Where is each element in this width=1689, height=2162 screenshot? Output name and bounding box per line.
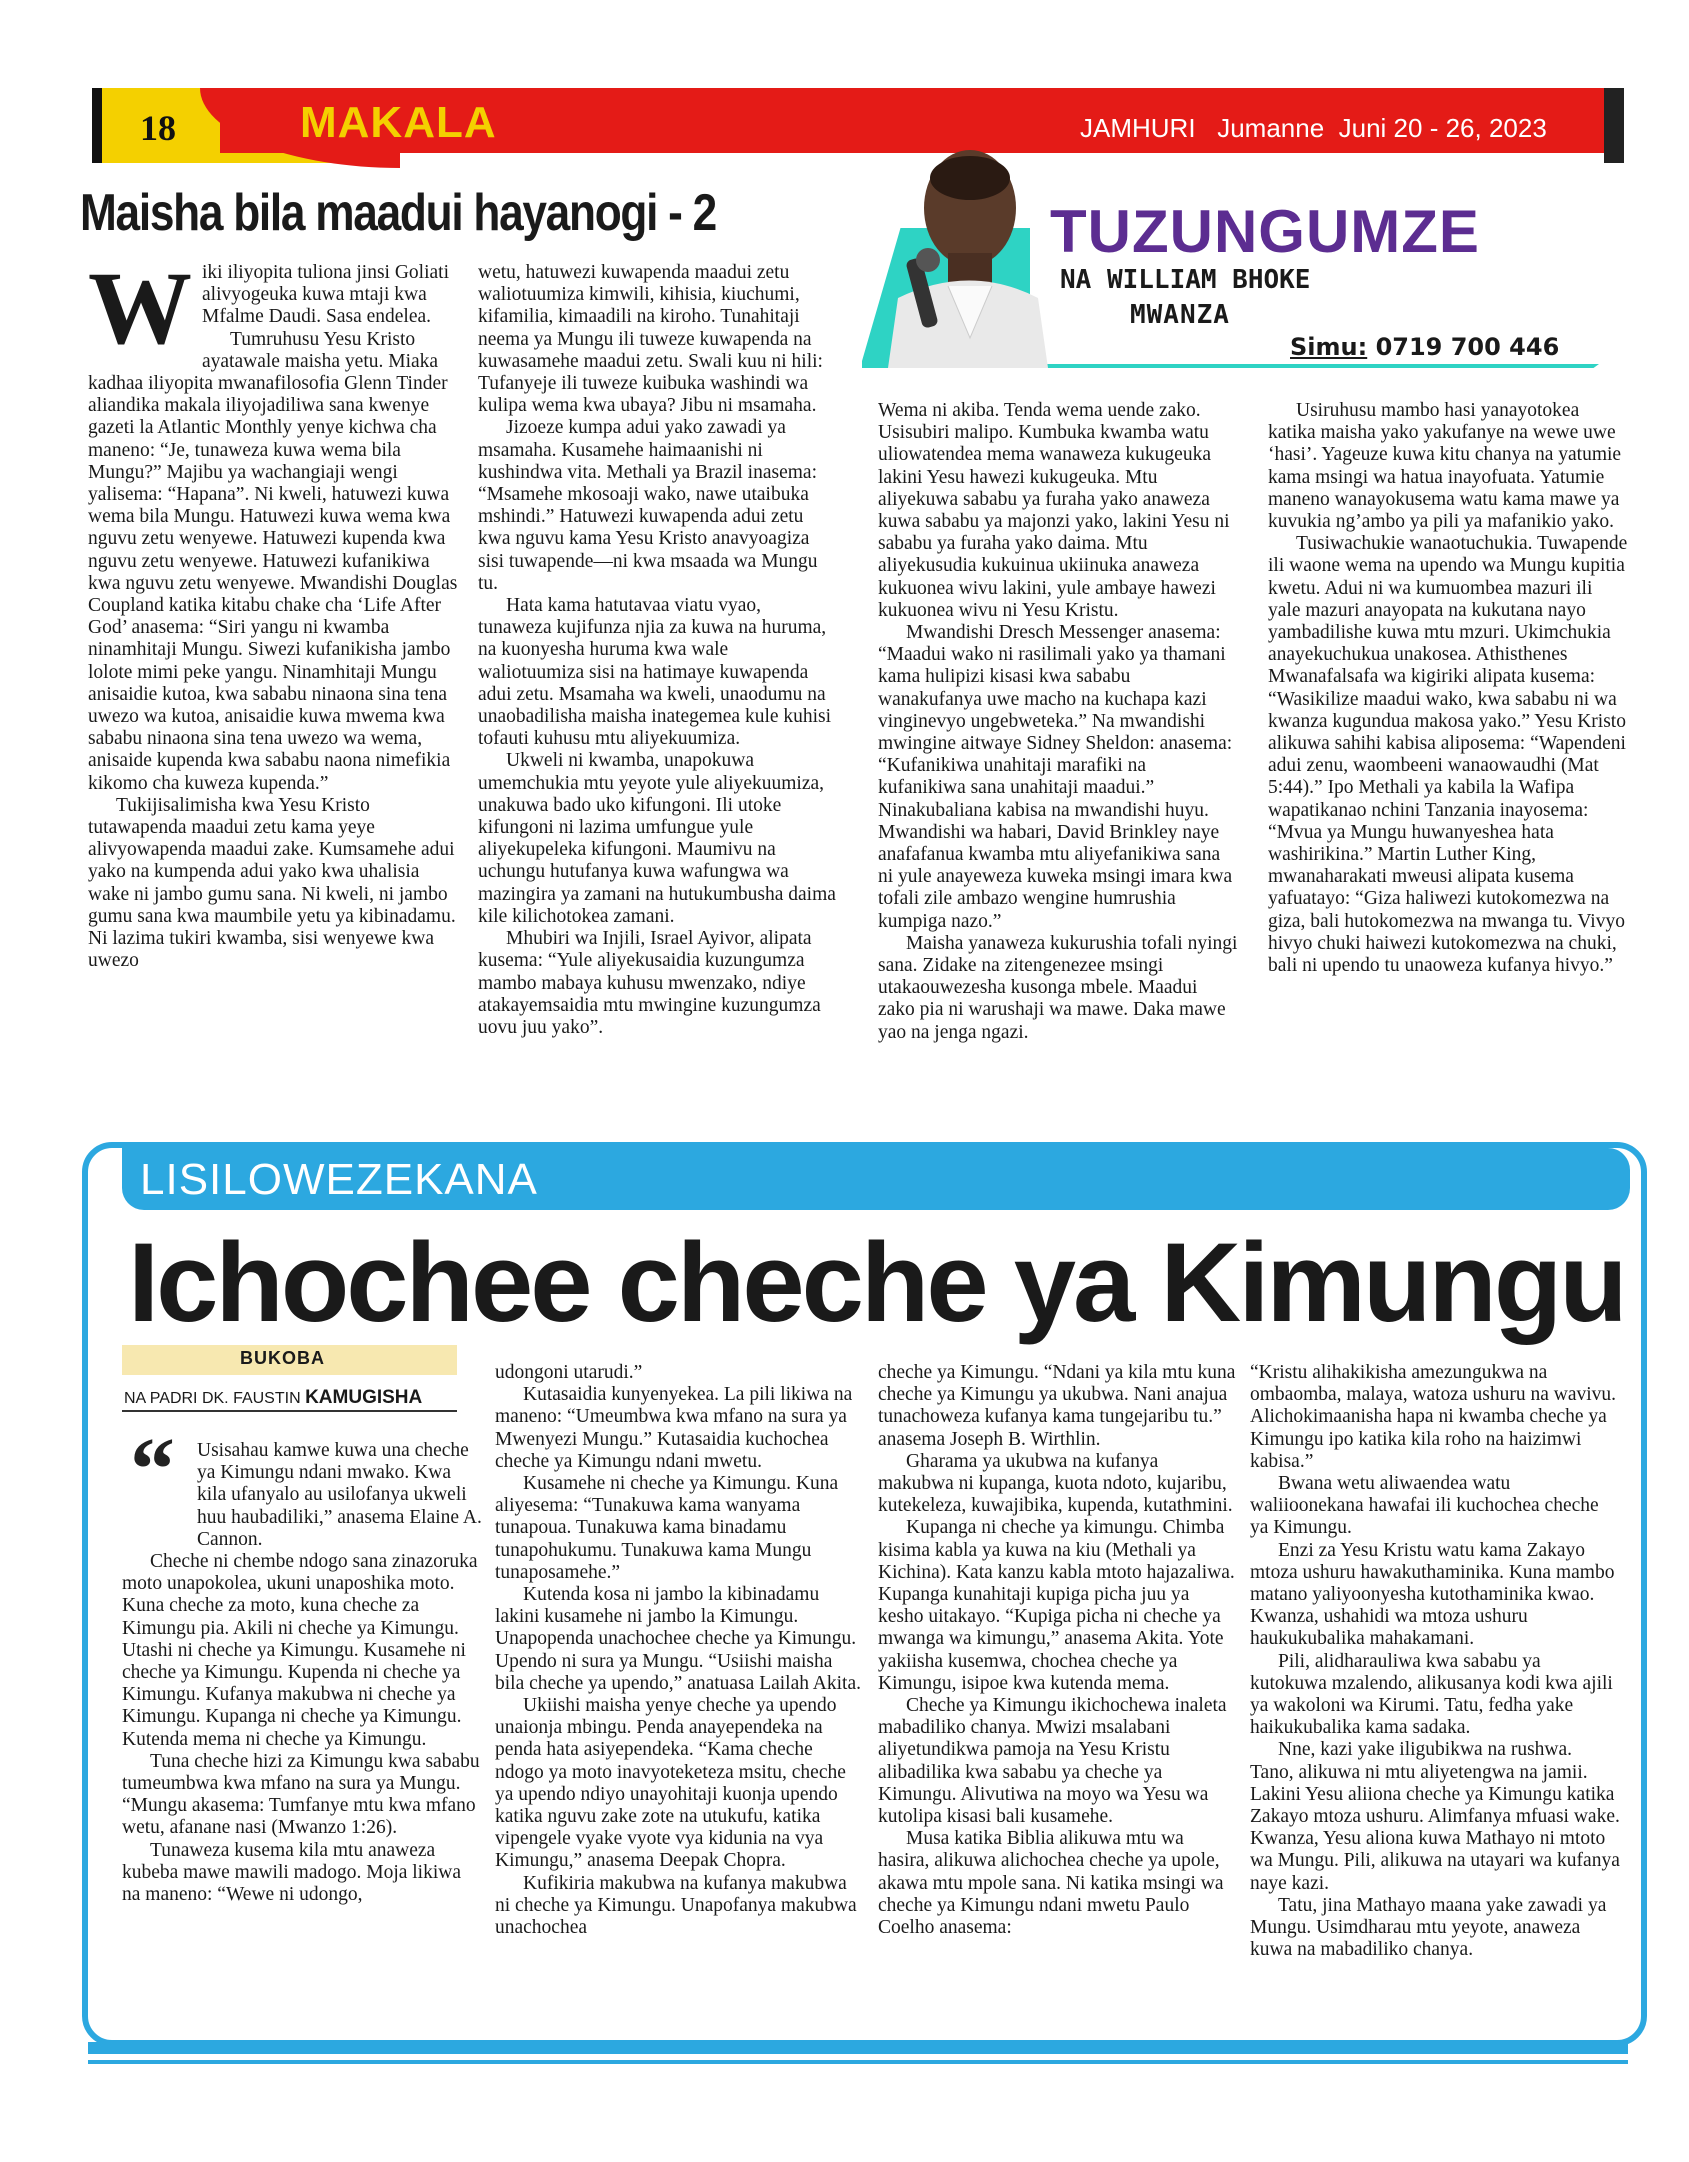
article2-paragraph: Ukiishi maisha yenye cheche ya upendo unaionja mbingu. Penda anayependeka na penda hata asiyependeka. “Kama cheche ndogo ya moto inavyoteketeza msitu, cheche ya upendo ndiyo unayohitaji kuonja upendo katika nguvu zake zote na utukufu, katika vipengele vyake vyote vya kidunia na vya Kimungu,” anasema Deepak Chopra. (495, 1695, 846, 1872)
article1-title: Maisha bila maadui hayanogi - 2 (80, 184, 716, 242)
article1-paragraph: Ukweli ni kwamba, unapokuwa umemchukia mtu yeyote yule aliyekuumiza, unakuwa bado uko kifungoni. Ili utoke kifungoni ni lazima umfungue yule aliyekupeleka kifungoni. Maumivu na uchungu hutufanya kuwa wafungwa wa mazingira ya zamani na hutukumbusha daima kile kilichotokea zamani. (478, 750, 836, 927)
article2-paragraph: Bwana wetu aliwaendea watu waliioonekana hawafai ili kuchochea cheche ya Kimungu. (1250, 1473, 1599, 1539)
article1-paragraph: Mwandishi Dresch Messenger anasema: “Maadui wako ni rasilimali yako ya thamani kama hulipizi kisasi kwa sababu wanakufanya uwe macho na kuchapa kazi vinginevyo ungebweteka.” Na mwandishi mwingine aitwaye Sidney Sheldon: anasema: “Kufanikiwa unahitaji marafiki na kufanikiwa sana unahitaji maadui.” Ninakubaliana kabisa na mwandishi huyu. Mwandishi wa habari, David Brinkley naye anafafanua kwamba mtu aliyefanikiwa sana ni yule anayeweza kuweka msingi imara kwa tofali zile ambazo wengine humrushia kumpiga nazo.” (878, 622, 1233, 932)
page-number: 18 (140, 108, 176, 148)
article1-column-1 (88, 251, 458, 973)
column-phone (1290, 333, 1559, 361)
article2-column-2 (495, 1362, 865, 1939)
header-black-edge (1604, 88, 1624, 163)
article2-title: Ichochee cheche ya Kimungu (128, 1220, 1625, 1345)
article2-column-3 (878, 1362, 1238, 1939)
author-prefix: NA PADRI DK. FAUSTIN (124, 1390, 301, 1407)
masthead-date: JAMHURI Jumanne Juni 20 - 26, 2023 (1080, 113, 1547, 143)
pull-quote: Usisahau kamwe kuwa una cheche ya Kimungu ndani mwako. Kwa kila ufanyalo au usilofanya ukweli huu haubadiliki,” anasema Elaine A. Cannon. (197, 1440, 482, 1550)
article1-paragraph: Tukijisalimisha kwa Yesu Kristo tutawapenda maadui zetu kama yeye alivyowapenda maadui zake. Kumsamehe adui yako na kumpenda adui yako kwa uhalisia wake ni jambo gumu sana. Ni kweli, ni jambo gumu sana kwa maumbile yetu ya kibinadamu. Ni lazima tukiri kwamba, sisi wenyewe kwa uwezo (88, 794, 456, 972)
article2-paragraph: “Kristu alihakikisha amezungukwa na ombaomba, malaya, watoza ushuru na wavivu. Alichokimaanisha hapa ni kwamba cheche ya Kimungu ipo katika kila roho na haizimwi kabisa.” (1250, 1362, 1617, 1472)
footer-rule (88, 2042, 1628, 2054)
article1-paragraph: Hata kama hatutavaa viatu vyao, tunaweza kujifunza njia za kuwa na huruma, na kuonyesha huruma kwa wale waliotuumiza sisi na hatimaye kuwapenda adui zetu. Msamaha wa kweli, unaodumu na unaobadilisha maisha inategemea kule kuhisi tofauti kuhusu mtu aliyekuumiza. (478, 595, 832, 750)
article1-paragraph: wetu, hatuwezi kuwapenda maadui zetu waliotuumiza kimwili, kihisia, kiuchumi, kifamilia, kimaadili na kiroho. Tunahitaji neema ya Mungu ili tuweze kuwapenda na kuwasamehe maadui zetu. Swali kuu ni hili: Tufanyeje ili tuweze kuibuka washindi wa kulipa wema kwa ubaya? Jibu ni msamaha. (478, 262, 823, 417)
article1-paragraph: Maisha yanaweza kukurushia tofali nyingi sana. Zidake na zitengenezee msingi utakaouwezesha kusonga mbele. Maadui zako pia ni warushaji wa mawe. Daka mawe yao na jenga ngazi. (878, 932, 1238, 1043)
column-author: NA WILLIAM BHOKE (1060, 265, 1311, 295)
article2-paragraph: udongoni utarudi.” (495, 1362, 643, 1383)
author-name: KAMUGISHA (305, 1387, 423, 1408)
article1-paragraph: Usiruhusu mambo hasi yanayotokea katika maisha yako yakufanye na wewe uwe ‘hasi’. Yageuze kuwa kitu chanya na yatumie kama msingi wa hatua inayofuata. Yatumie maneno wanayokusema watu kama mawe ya kuvukia ng’ambo ya pili ya mafanikio yako. (1268, 400, 1622, 533)
drop-cap: W (88, 251, 192, 366)
author-photo (888, 138, 1048, 368)
article2-paragraph: Kusamehe ni cheche ya Kimungu. Kuna aliyesema: “Tunakuwa kama wanyama tunapoua. Tunakuwa kama binadamu tunapohukumu. Tunakuwa kama Mungu tunaposamehe.” (495, 1473, 839, 1583)
byline-rule (122, 1410, 457, 1412)
phone-number: 0719 700 446 (1375, 333, 1560, 361)
article2-kicker: LISILOWEZEKANA (140, 1155, 538, 1204)
article1-column-3 (878, 400, 1238, 1044)
article2-paragraph: Cheche ni chembe ndogo sana zinazoruka moto unapokolea, ukuni unaposhika moto. Kuna cheche za moto, kuna cheche za Kimungu pia. Akili ni cheche ya Kimungu. Utashi ni cheche ya Kimungu. Kusamehe ni cheche ya Kimungu. Kupenda ni cheche ya Kimungu. Kufanya makubwa ni cheche ya Kimungu. Kupanga ni cheche ya Kimungu. Kutenda mema ni cheche ya Kimungu. (122, 1551, 478, 1750)
article1-paragraph: Jizoeze kumpa adui yako zawadi ya msamaha. Kusamehe haimaanishi ni kushindwa vita. Methali ya Brazil inasema: “Msamehe mkosoaji wako, nawe utaibuka mshindi.” Hatuwezi kuwapenda adui zetu kwa nguvu kama Yesu Kristo anavyoagiza sisi tuwapende—ni kwa msaada wa Mungu tu. (478, 417, 818, 594)
article1-column-4 (1268, 400, 1628, 977)
article2-paragraph: Kutasaidia kunyenyekea. La pili likiwa na maneno: “Umeumbwa kwa mfano na sura ya Mwenyezi Mungu.” Kutasaidia kuchochea cheche ya Kimungu ndani mwetu. (495, 1384, 853, 1472)
article2-paragraph: Nne, kazi yake iligubikwa na rushwa. Tano, alikuwa ni mtu aliyetengwa na jamii. Lakini Yesu aliiona cheche ya Kimungu katika Zakayo mtoza ushuru. Alimfanya mfuasi wake. Kwanza, Yesu aliona kuwa Mathayo ni mtoto wa Mungu. Pili, alikuwa na utayari wa kufanya naye kazi. (1250, 1739, 1620, 1894)
column-name: TUZUNGUMZE (1050, 198, 1480, 265)
article2-paragraph: Tuna cheche hizi za Kimungu kwa sababu tumeumbwa kwa mfano na sura ya Mungu. “Mungu akasema: Tumfanye mtu kwa mfano wetu, afanane nasi (Mwanzo 1:26). (122, 1750, 480, 1839)
footer-rule-thin (88, 2060, 1628, 2064)
article1-paragraph: Tusiwachukie wanaotuchukia. Tuwapende ili waone wema na upendo wa Mungu kupitia kwetu. Adui ni wa kumuombea mazuri ili yale mazuri anayopata na kukutana nayo yambadilishe kuwa mtu mzuri. Ukimchukia anayekuchukua unakosea. Athisthenes Mwanafalsafa wa kigiriki alipata kusema: “Wasikilize maadui wako, kwa sababu ni wa kwanza kugundua makosa yako.” Yesu Kristo alikuwa sahihi kabisa aliposema: “Wapendeni adui zenu, waombeeni wanaowaudhi (Mat 5:44).” Ipo Methali ya kabila la Wafipa wapatikanao nchini Tanzania inayosema: “Mvua ya Mungu huwanyeshea hata washirikina.” Martin Luther King, mwanaharakati mweusi alipata kusema yafuatayo: “Giza haliwezi kutokomezwa na giza, bali hutokomezwa na mwanga tu. Vivyo hivyo chuki haiwezi kutokomezwa na chuki, bali ni upendo tu unaoweza kufanya hivyo.” (1268, 533, 1628, 977)
article2-paragraph: Enzi za Yesu Kristu watu kama Zakayo mtoza ushuru hawakuthaminika. Kuna mambo matano yaliyoonyesha kutothaminika kwao. Kwanza, ushahidi wa mtoza ushuru haukukubalika mahakamani. (1250, 1539, 1615, 1650)
article1-paragraph: Wema ni akiba. Tenda wema uende zako. Usisubiri malipo. Kumbuka kwamba watu uliowatendea mema wanaweza kukugeuka lakini Yesu hawezi kukugeuka. Mtu aliyekuwa sababu ya furaha yako anaweza kuwa sababu ya majonzi yako, lakini Yesu ni sababu ya furaha yako daima. Mtu aliyekusudia kukuinua ukiinuka anaweza kukuonea wivu lakini, yule ambaye hawezi kukuonea wivu ni Yesu Kristu. (878, 400, 1230, 621)
quote-mark: “ (130, 1420, 175, 1519)
phone-label: Simu: (1290, 333, 1368, 361)
article2-city: BUKOBA (240, 1348, 325, 1368)
article2-paragraph: cheche ya Kimungu. “Ndani ya kila mtu kuna cheche ya Kimungu ya ukubwa. Nani anajua tunachoweza kufanya kama tungejaribu tu.” anasema Joseph B. Wirthlin. (878, 1362, 1236, 1450)
article1-paragraph: Wiki iliyopita tuliona jinsi Goliati alivyogeuka kuwa mtaji kwa Mfalme Daudi. Sasa endelea. (88, 251, 449, 366)
column-city: MWANZA (1130, 300, 1230, 330)
article2-paragraph: Kufikiria makubwa na kufanya makubwa ni cheche ya Kimungu. Unapofanya makubwa unachochea (495, 1872, 857, 1939)
article1-paragraph: Tumruhusu Yesu Kristo ayatawale maisha yetu. Miaka kadhaa iliyopita mwanafilosofia Glenn Tinder aliandika makala iliyojadiliwa sana kwenye gazeti la Atlantic Monthly yenye kichwa cha maneno: “Je, tunaweza kuwa wema bila Mungu?” Majibu ya wachangiaji wengi yalisema: “Hapana”. Ni kweli, hatuwezi kuwa wema bila Mungu. Hatuwezi kuwa wema kwa nguvu zetu wenyewe. Hatuwezi kupenda kwa nguvu zetu wenyewe. Hatuwezi kufanikiwa kwa nguvu zetu wenyewe. Mwandishi Douglas Coupland katika kitabu chake cha ‘Life After God’ anasema: “Siri yangu ni kwamba ninamhitaji Mungu. Siwezi kufanikisha jambo lolote mimi peke yangu. Ninamhitaji Mungu anisaidie kutoa, kwa sababu ninaona sina tena uwezo wa kutoa, anisaidie kuwa mwema kwa sababu ninaona sina tena uwezo wa wema, anisaide kupenda kwa sababu naona nimefikia kikomo cha kuweza kupenda.” (88, 328, 458, 794)
article2-paragraph: Kutenda kosa ni jambo la kibinadamu lakini kusamehe ni jambo la Kimungu. Unapopenda unachochee cheche ya Kimungu. Upendo ni sura ya Mungu. “Usiishi maisha bila cheche ya upendo,” anatuasa Lailah Akita. (495, 1584, 862, 1694)
article1-column-2 (478, 262, 838, 1039)
article2-paragraph: Tatu, jina Mathayo maana yake zawadi ya Mungu. Usimdharau mtu yeyote, anaweza kuwa na mabadiliko chanya. (1250, 1894, 1607, 1961)
article2-column-4 (1250, 1362, 1620, 1961)
article1-paragraph: Mhubiri wa Injili, Israel Ayivor, alipata kusema: “Yule aliyekusaidia kuzungumza mambo mabaya kuhusu mwenzako, ndiye atakayemsaidia mtu mwingine kuzungumza uovu juu yako”. (478, 928, 821, 1038)
article2-paragraph: Gharama ya ukubwa na kufanya makubwa ni kupanga, kuota ndoto, kujaribu, kutekeleza, kuwajibika, kupenda, kutathmini. (878, 1450, 1233, 1517)
section-label: MAKALA (300, 98, 497, 147)
article2-paragraph: Kupanga ni cheche ya kimungu. Chimba kisima kabla ya kuwa na kiu (Methali ya Kichina). Kata kanzu kabla mtoto hajazaliwa. Kupanga kunahitaji kupiga picha juu ya kesho uitakayo. “Kupiga picha ni cheche ya mwanga wa kimungu,” anasema Akita. Yote yakiisha kusemwa, chochea cheche ya Kimungu, isipoe kwa kutenda mema. (878, 1517, 1235, 1694)
article2-author (124, 1387, 422, 1409)
article2-paragraph: Pili, alidharauliwa kwa sababu ya kutokuwa mzalendo, alikusanya kodi kwa ajili ya wakoloni wa Kirumi. Tatu, fedha yake haikukubalika kama sadaka. (1250, 1650, 1613, 1739)
article2-column-1 (122, 1440, 482, 1906)
header-black-left (92, 88, 102, 163)
article2-paragraph: Cheche ya Kimungu ikichochewa inaleta mabadiliko chanya. Mwizi msalabani aliyetundikwa pamoja na Yesu Kristu alibadilika kwa sababu ya cheche ya Kimungu. Alivutiwa na moyo wa Yesu wa kutolipa kisasi bali kusamehe. (878, 1695, 1227, 1828)
article2-paragraph: Musa katika Biblia alikuwa mtu wa hasira, alikuwa alichochea cheche ya upole, akawa mtu mpole sana. Ni katika msingi wa cheche ya Kimungu ndani mwetu Paulo Coelho anasema: (878, 1828, 1224, 1939)
article2-paragraph: Tunaweza kusema kila mtu anaweza kubeba mawe mawili madogo. Moja likiwa na maneno: “Wewe ni udongo, (122, 1839, 462, 1906)
